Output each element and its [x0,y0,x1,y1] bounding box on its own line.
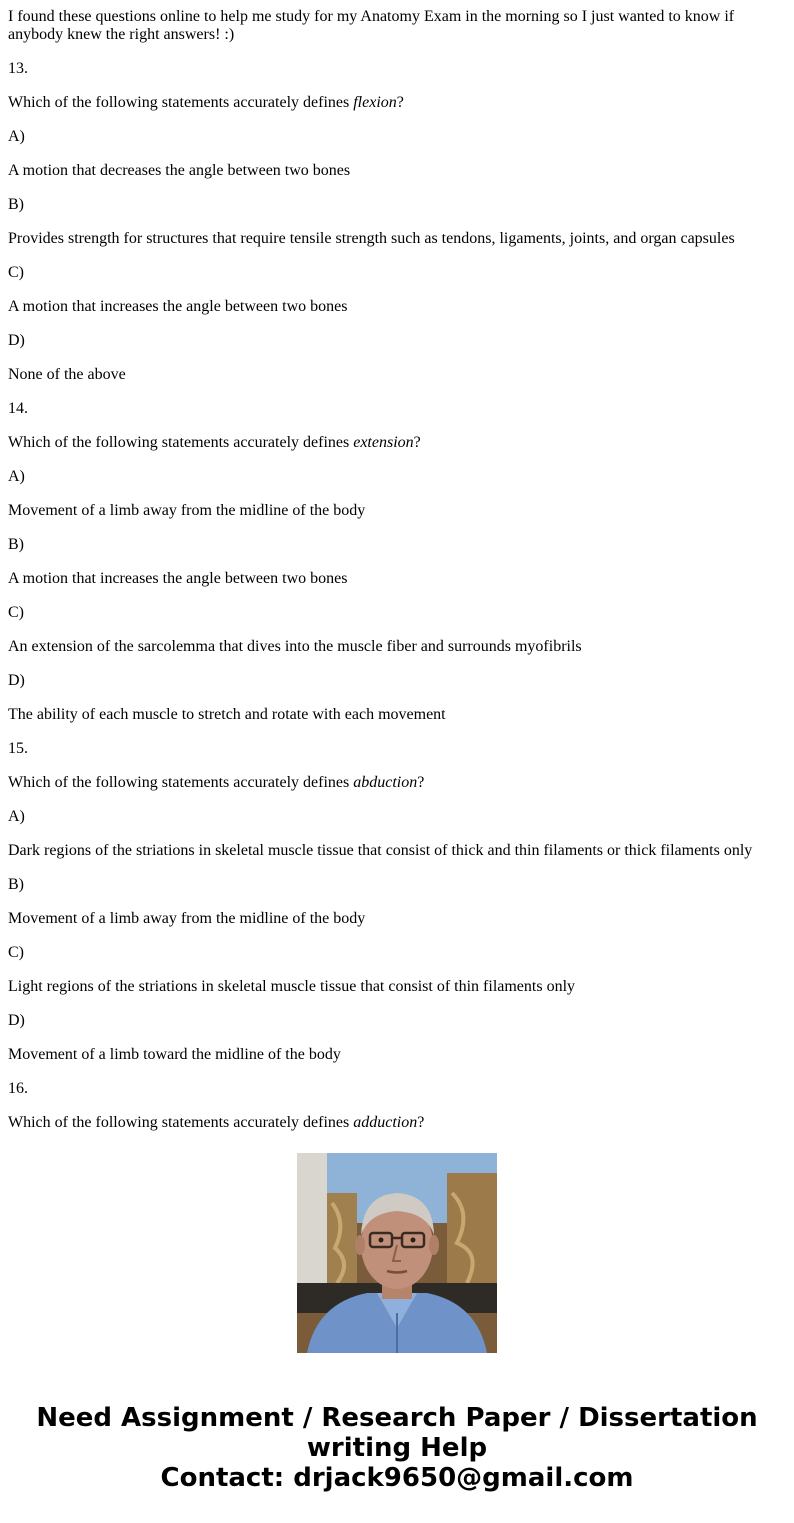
promo-line-2: writing Help [306,1433,488,1463]
option-text: Movement of a limb away from the midline of the body [8,502,366,519]
question-stem [8,774,778,792]
question-13 [8,60,778,384]
question-stem [8,94,778,112]
question-number: 16. [8,1080,28,1097]
stem-term: extension [353,434,414,451]
stem-suffix: ? [417,1114,425,1131]
stem-term: flexion [353,94,397,111]
option-text: A motion that increases the angle between two bones [8,298,348,315]
promo-banner [0,1403,794,1493]
stem-term: abduction [353,774,418,791]
stem-term: adduction [353,1114,418,1131]
option-text: Provides strength for structures that require tensile strength such as tendons, ligaments, joints, and organ capsules [8,230,735,247]
promo-line-1: Need Assignment / Research Paper / Dissertation [36,1403,758,1433]
option-text: A motion that increases the angle between two bones [8,570,348,587]
option-text: Light regions of the striations in skeletal muscle tissue that consist of thin filaments only [8,978,576,995]
author-photo [297,1153,497,1353]
stem-suffix: ? [417,774,425,791]
option-text: A motion that decreases the angle between two bones [8,162,351,179]
option-text: An extension of the sarcolemma that dives into the muscle fiber and surrounds myofibrils [8,638,582,655]
author-photo-icon [297,1153,497,1353]
stem-suffix: ? [413,434,421,451]
question-number: 15. [8,740,28,757]
stem-prefix: Which of the following statements accurately defines [8,94,354,111]
option-letter: C) [8,264,24,281]
option-letter: B) [8,196,24,213]
promo-contact[interactable]: Contact: drjack9650@gmail.com [160,1463,634,1493]
question-post [8,8,778,1131]
option-letter: A) [8,468,25,485]
question-number: 14. [8,400,28,417]
stem-prefix: Which of the following statements accurately defines [8,774,354,791]
option-text: None of the above [8,366,126,383]
option-text: The ability of each muscle to stretch and rotate with each movement [8,706,446,723]
post-intro: I found these questions online to help me study for my Anatomy Exam in the morning so I just wanted to know if anybody knew the right answers! :) [8,8,735,43]
option-text: Movement of a limb toward the midline of the body [8,1046,341,1063]
question-15 [8,740,778,1064]
option-letter: D) [8,332,25,349]
option-letter: B) [8,876,24,893]
option-letter: C) [8,604,24,621]
stem-prefix: Which of the following statements accurately defines [8,434,354,451]
stem-suffix: ? [396,94,404,111]
option-text: Dark regions of the striations in skeletal muscle tissue that consist of thick and thin filaments or thick filaments only [8,842,753,859]
stem-prefix: Which of the following statements accurately defines [8,1114,354,1131]
question-number: 13. [8,60,28,77]
option-letter: A) [8,808,25,825]
question-stem [8,1114,778,1132]
option-letter: C) [8,944,24,961]
question-14 [8,400,778,724]
question-stem [8,434,778,452]
question-16 [8,1080,778,1132]
option-letter: D) [8,1012,25,1029]
option-letter: B) [8,536,24,553]
option-text: Movement of a limb away from the midline of the body [8,910,366,927]
option-letter: A) [8,128,25,145]
option-letter: D) [8,672,25,689]
